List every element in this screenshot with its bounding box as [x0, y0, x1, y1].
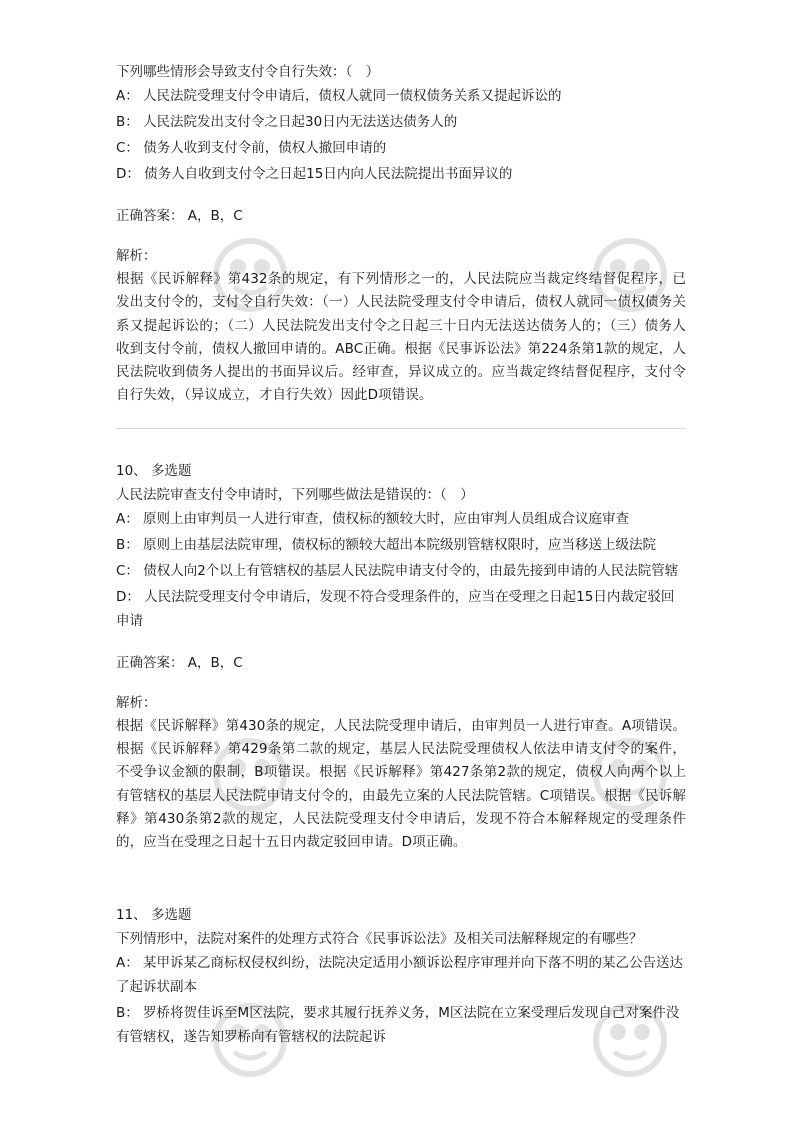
question-9: [116, 60, 686, 408]
option-d: D： 债务人自收到支付令之日起15日内向人民法院提出书面异议的: [116, 166, 513, 182]
analysis-label: 解析：: [116, 694, 157, 711]
option-b: B： 人民法院发出支付令之日起30日内无法送达债务人的: [116, 114, 458, 130]
option-d: D： 人民法院受理支付令申请后，发现不符合受理条件的，应当在受理之日起15日内裁定驳回申请: [116, 588, 675, 629]
question-10: [116, 459, 686, 855]
correct-answer: 正确答案： A，B，C: [116, 654, 243, 671]
question-header: 11、 多选题: [116, 906, 192, 923]
section-divider: [116, 428, 686, 429]
correct-answer: 正确答案： A，B，C: [116, 208, 243, 224]
question-11: [116, 903, 686, 1049]
option-b: B： 罗桥将贺佳诉至M区法院，要求其履行抚养义务，M区法院在立案受理后发现自己对案件没有管辖权，遂告知罗桥向有管辖权的法院起诉: [116, 1004, 680, 1045]
question-stem: 下列情形中，法院对案件的处理方式符合《民事诉讼法》及相关司法解释规定的有哪些？: [116, 930, 643, 947]
document-page: [116, 60, 686, 1051]
question-header: 10、 多选题: [116, 462, 192, 479]
option-c: C： 债权人向2个以上有管辖权的基层人民法院申请支付令的，由最先接到申请的人民法院管辖: [116, 562, 679, 579]
analysis-text: 根据《民诉解释》第432条的规定，有下列情形之一的，人民法院应当裁定终结督促程序，已发出支付令的，支付令自行失效：（一）人民法院受理支付令申请后，债权人就同一债权债务关系又提起诉讼的；（二）人民法院发出支付令之日起三十日内无法送达债务人的；（三）债务人收到支付令前，债权人撤回申请的。ABC正确。根据《民事诉讼法》第224条第1款的规定，人民法院收到债务人提出的书面异议后。经审查，异议成立的。应当裁定终结督促程序，支付令自行失效，（异议成立，才自行失效）因此D项错误。: [116, 271, 686, 404]
option-b: B： 原则上由基层法院审理，债权标的额较大超出本院级别管辖权限时，应当移送上级法院: [116, 536, 657, 553]
analysis-text: 根据《民诉解释》第430条的规定，人民法院受理申请后，由审判员一人进行审查。A项错误。根据《民诉解释》第429条第二款的规定，基层人民法院受理债权人依法申请支付令的案件，不受争议金额的限制，B项错误。根据《民诉解释》第427条第2款的规定，债权人向两个以上有管辖权的基层人民法院申请支付令的，由最先立案的人民法院管辖。C项错误。根据《民诉解释》第430条第2款的规定，人民法院受理支付令申请后，发现不符合本解释规定的受理条件的，应当在受理之日起十五日内裁定驳回申请。D项正确。: [116, 717, 686, 851]
question-stem: 下列哪些情形会导致支付令自行失效：（ ）: [116, 64, 380, 80]
analysis-label: 解析：: [116, 248, 157, 264]
question-stem: 人民法院审查支付令申请时，下列哪些做法是错误的：（ ）: [116, 486, 474, 503]
option-a: A： 原则上由审判员一人进行审查，债权标的额较大时，应由审判人员组成合议庭审查: [116, 510, 630, 527]
option-c: C： 债务人收到支付令前，债权人撤回申请的: [116, 140, 387, 156]
option-a: A： 某甲诉某乙商标权侵权纠纷，法院决定适用小额诉讼程序审理并向下落不明的某乙公告送达了起诉状副本: [116, 954, 684, 995]
option-a: A： 人民法院受理支付令申请后，债权人就同一债权债务关系又提起诉讼的: [116, 88, 562, 104]
